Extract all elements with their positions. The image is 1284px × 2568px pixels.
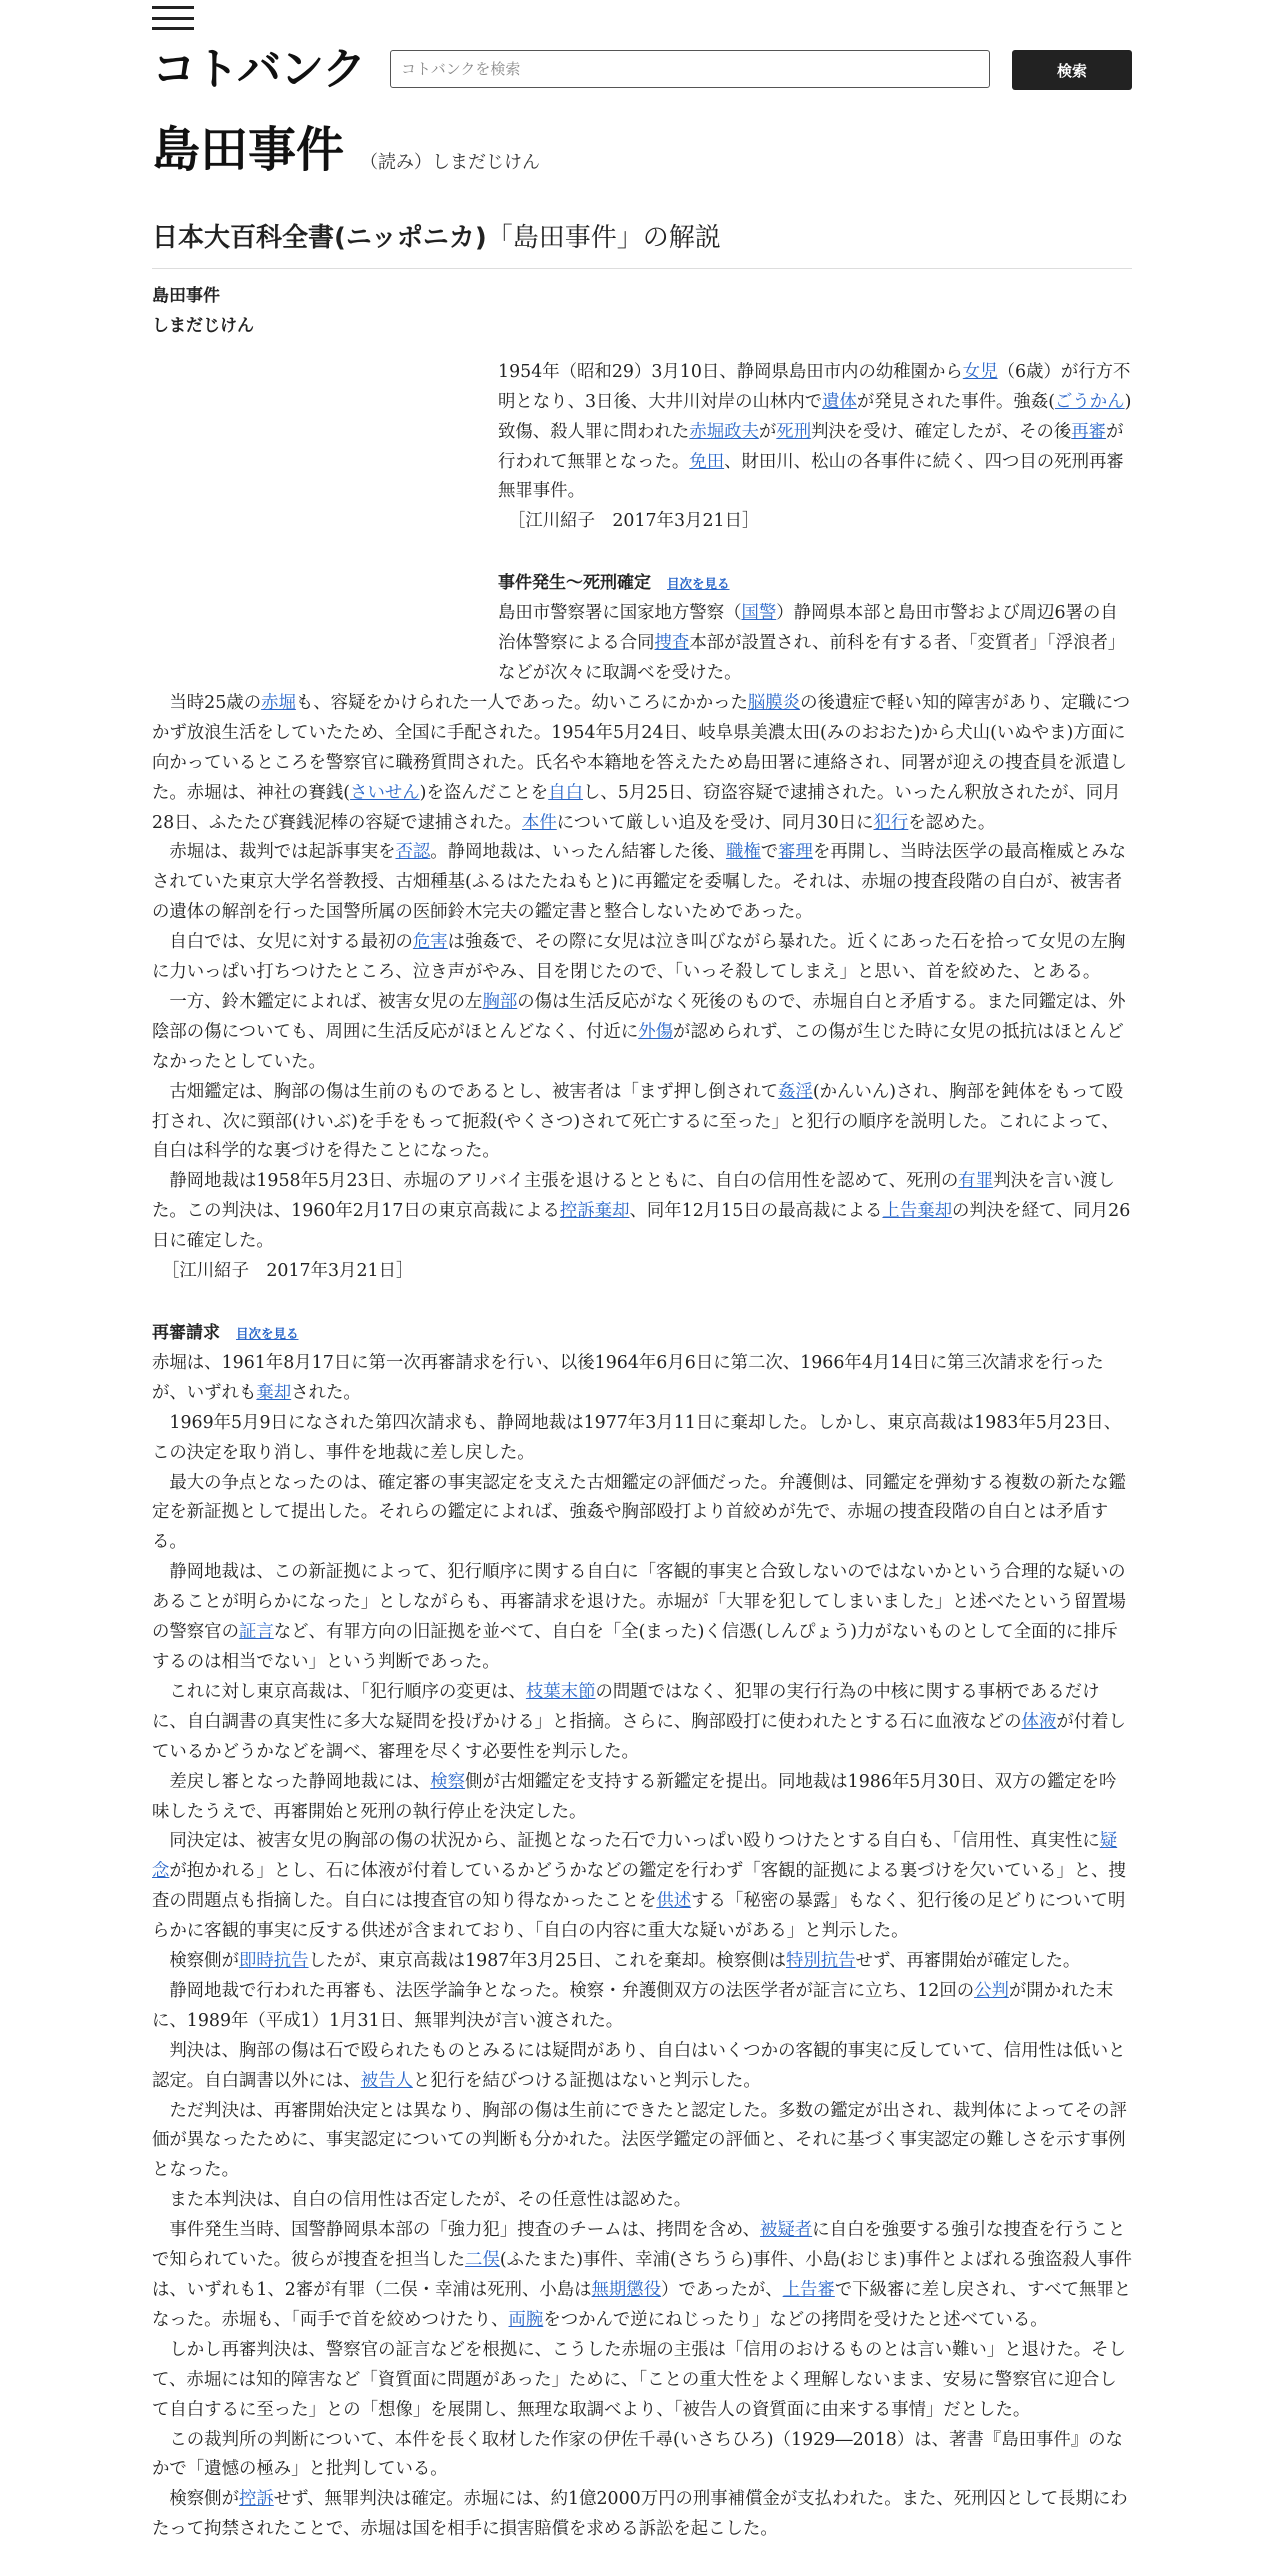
text-run: 事件発生当時、国警静岡県本部の「強力犯」捜査のチームは、拷問を含め、 <box>169 2220 760 2241</box>
term-link[interactable]: 両腕 <box>508 2309 544 2330</box>
section-title: 再審請求 <box>152 1323 220 1343</box>
text-run: 側が古畑鑑定を支持する新鑑定を提出。同地裁は1986年5月30日、双方の鑑定を吟味したうえで、再審開始と死刑の執行停止を決定した。 <box>152 1771 1117 1822</box>
text-run: せず、再審開始が確定した。 <box>855 1951 1081 1972</box>
search-input[interactable] <box>390 50 990 88</box>
text-run: について厳しい追及を受け、同月30日に <box>556 812 874 833</box>
text-run: 判決は、胸部の傷は石で殴られたものとみるには疑問があり、自白はいくつかの客観的事実に反していて、信用性は低いと認定。自白調書以外には、 <box>152 2040 1126 2091</box>
term-link[interactable]: 死刑 <box>776 421 812 442</box>
text-run: をつかんで逆にねじったり」などの拷問を受けたと述べている。 <box>543 2309 1048 2330</box>
text-run: 差戻し審となった静岡地裁には、 <box>169 1771 431 1792</box>
text-run: は強姦で、その際に女児は泣き叫びながら暴れた。近くにあった石を拾って女児の左胸に力いっぱい打ちつけたところ、泣き声がやみ、目を閉じたので、「いっそ殺してしまえ」と思い、首を絞めた、とある。 <box>152 932 1126 983</box>
text-run: 静岡地裁は、この新証拠によって、犯行順序に関する自白に「客観的事実と合致しないのではないかという合理的な疑いのあることが明らかになった」としながらも、再審請求を退けた。赤堀が「大罪を犯してしまいました」と述べたという留置場の警察官の <box>152 1562 1126 1643</box>
text-run: 静岡地裁で行われた再審も、法医学論争となった。検察・弁護側双方の法医学者が証言に立ち、12回の <box>169 1980 975 2001</box>
section-heading-1 <box>498 569 1132 599</box>
paragraph <box>152 1078 1132 1168</box>
paragraph <box>152 2485 1132 2545</box>
text-run: 最大の争点となったのは、確定審の事実認定を支えた古畑鑑定の評価だった。弁護側は、同鑑定を弾劾する複数の新たな鑑定を新証拠として提出した。それらの鑑定によれば、強姦や胸部殴打より首絞めが先で、赤堀の捜査段階の自白とは矛盾する。 <box>152 1472 1126 1553</box>
term-link[interactable]: 国警 <box>741 603 777 624</box>
text-run: これに対し東京高裁は、「犯行順序の変更は、 <box>169 1681 526 1702</box>
term-link[interactable]: 遺体 <box>822 391 857 412</box>
paragraph <box>152 689 1132 839</box>
term-link[interactable]: 疑念 <box>152 1831 1118 1882</box>
text-run: 検察側が <box>169 2489 239 2510</box>
text-run: 本部が設置され、前科を有する者、「変質者」「浮浪者」などが次々に取調べを受けた。 <box>498 633 1126 683</box>
term-link[interactable]: 検察 <box>430 1771 466 1792</box>
paragraph <box>498 599 1132 689</box>
paragraph <box>152 1827 1132 1947</box>
title-row <box>152 120 540 180</box>
term-link[interactable]: さいせん <box>350 782 420 803</box>
source-heading <box>152 218 1132 269</box>
term-link[interactable]: 女児 <box>962 361 998 382</box>
text-run: の問題ではなく、犯罪の実行行為の中核に関する事柄であるだけに、自白調書の真実性に多大な疑問を投げかける」と指摘。さらに、胸部殴打に使われたとする石に血液などの <box>152 1681 1100 1732</box>
term-link[interactable]: 外傷 <box>638 1021 674 1042</box>
term-link[interactable]: 証言 <box>238 1622 274 1643</box>
text-run: も、容疑をかけられた一人であった。幼いころにかかった <box>295 692 748 713</box>
paragraph <box>152 1977 1132 2037</box>
term-link[interactable]: 赤堀 <box>261 692 296 713</box>
term-link[interactable]: 公判 <box>974 1980 1009 2001</box>
paragraph <box>152 1768 1132 1828</box>
text-run: 1954年（昭和29）3月10日、静岡県島田市内の幼稚園から <box>498 361 963 382</box>
text-run: 一方、鈴木鑑定によれば、被害女児の左 <box>169 991 483 1012</box>
term-link[interactable]: 被疑者 <box>759 2220 813 2241</box>
text-run: この裁判所の判断について、本件を長く取材した作家の伊佐千尋(いさちひろ)（1929―2018）は、著書『島田事件』のなかで「遺憾の極み」と批判している。 <box>152 2429 1123 2480</box>
term-link[interactable]: 自白 <box>548 782 583 803</box>
site-logo[interactable]: コトバンク <box>152 44 366 95</box>
term-link[interactable]: 二俣 <box>465 2250 500 2271</box>
text-run: ）静岡県本部と島田市警および周辺6署の自治体警察による合同 <box>498 603 1118 654</box>
author-signature: ［江川紹子 2017年3月21日］ <box>162 1261 414 1282</box>
paragraph <box>152 1469 1132 1559</box>
source-suffix: 「島田事件」の解説 <box>486 223 721 253</box>
paragraph <box>152 1349 1132 1409</box>
term-link[interactable]: 審理 <box>778 842 813 863</box>
text-run: を認めた。 <box>908 812 996 833</box>
term-link[interactable]: 無期懲役 <box>591 2280 662 2300</box>
text-run: で下級審に差し戻され、すべて無罪となった。赤堀も、「両手で首を絞めつけたり、 <box>152 2280 1132 2330</box>
text-run: 1969年5月9日になされた第四次請求も、静岡地裁は1977年3月11日に棄却した。しかし、東京高裁は1983年5月23日、この決定を取り消し、事件を地裁に差し戻した。 <box>152 1412 1122 1463</box>
term-link[interactable]: 上告審 <box>782 2280 835 2300</box>
text-run: (かんいん)され、胸部を鈍体をもって殴打され、次に頸部(けいぶ)を手をもって扼殺(やくさつ)されて死亡するに至った」と犯行の順序を説明した。これによって、自白は科学的な裏づけを得たことになった。 <box>152 1081 1124 1162</box>
section-heading-2 <box>152 1319 1132 1349</box>
text-run: 赤堀は、1961年8月17日に第一次再審請求を行い、以後1964年6月6日に第二次、1966年4月14日に第三次請求を行ったが、いずれも <box>152 1352 1104 1403</box>
text-run: しかし再審判決は、警察官の証言などを根拠に、こうした赤堀の主張は「信用のおけるものとは言い難い」と退けた。そして、赤堀には知的障害など「資質面に問題があった」ために、「ことの重大性をよく理解しないまま、安易に警察官に迎合して自白するに至った」との「想像」を展開し、無理な取調べより、「被告人の資質面に由来する事情」だとした。 <box>152 2339 1126 2420</box>
term-link[interactable]: 上告棄却 <box>882 1201 952 1222</box>
text-run: が発見された事件。強姦( <box>856 391 1055 412</box>
section-1-body <box>152 599 1132 1257</box>
text-run: )を盗んだことを <box>419 782 549 803</box>
text-run: と犯行を結びつける証拠はないと判示した。 <box>412 2070 761 2091</box>
text-run: が開かれた末に、1989年（平成1）1月31日、無罪判決が言い渡された。 <box>152 1980 1114 2031</box>
menu-icon[interactable] <box>152 6 194 30</box>
text-run: 検察側が <box>169 1951 239 1972</box>
term-link[interactable]: 捜査 <box>654 633 690 654</box>
term-link[interactable]: 棄却 <box>256 1382 292 1403</box>
paragraph <box>152 1167 1132 1257</box>
source-name: 日本大百科全書(ニッポニカ) <box>152 223 487 253</box>
term-link[interactable]: 控訴棄却 <box>559 1201 630 1222</box>
term-link[interactable]: 即時抗告 <box>238 1951 309 1972</box>
text-run: の傷は生活反応がなく死後のもので、赤堀自白と矛盾する。また同鑑定は、外陰部の傷についても、周囲に生活反応がほとんどなく、付近に <box>152 991 1126 1042</box>
section-title: 事件発生～死刑確定 <box>498 573 651 594</box>
paragraph <box>152 988 1132 1078</box>
term-link[interactable]: 危害 <box>412 932 448 953</box>
article-body <box>152 282 1132 2545</box>
term-link[interactable]: 姦淫 <box>778 1081 813 1102</box>
paragraph <box>152 2037 1132 2097</box>
section-2-body <box>152 1349 1132 2545</box>
term-link[interactable]: 被告人 <box>360 2070 413 2091</box>
text-run: 判決を受け、確定したが、その後 <box>811 421 1072 442</box>
text-run: が付着しているかどうかなどを調べ、審理を尽くす必要性を判示した。 <box>152 1711 1126 1762</box>
toc-link[interactable]: 目次を見る <box>236 1326 299 1341</box>
term-link[interactable]: 再審 <box>1071 421 1107 442</box>
author-signature: ［江川紹子 2017年3月21日］ <box>508 511 760 532</box>
text-run: の判決を経て、同月26日に確定した。 <box>152 1201 1131 1252</box>
text-run: 赤堀は、裁判では起訴事実を <box>169 842 396 863</box>
text-run: 、財田川、松山の各事件に続く、四つ目の死刑再審無罪事件。 <box>498 451 1124 502</box>
paragraph <box>152 2336 1132 2426</box>
term-link[interactable]: 供述 <box>656 1891 692 1912</box>
text-run: ただ判決は、再審開始決定とは異なり、胸部の傷は生前にできたと認定した。多数の鑑定が出され、裁判体によってその評価が異なったために、事実認定についての判断も分かれた。法医学鑑定の評価と、それに基づく事実認定の難しさを示す事例となった。 <box>152 2100 1127 2181</box>
text-run: が抱かれる」とし、石に体液が付着しているかどうかなどの鑑定を行わず「客観的証拠による裏づけを欠いている」と、捜査の問題点も指摘した。自白には捜査官の知り得なかったことを <box>152 1861 1126 1912</box>
text-run: （6歳）が行方不明となり、3日後、大井川対岸の山林内で <box>498 361 1131 412</box>
text-run: 、同年12月15日の最高裁による <box>629 1201 883 1222</box>
text-run: 同決定は、被害女児の胸部の傷の状況から、証拠となった石で力いっぱい殴りつけたとする自白も、「信用性、真実性に <box>169 1831 1100 1852</box>
term-link[interactable]: 特別抗告 <box>786 1951 856 1972</box>
term-link[interactable]: 脳膜炎 <box>747 692 801 713</box>
text-run: が行われて無罪となった。 <box>498 421 1124 472</box>
text-run: (ふたまた)事件、幸浦(さちうら)事件、小島(おじま)事件とよばれる強盗殺人事件は、いずれも1、2審が有罪（二俣・幸浦は死刑、小島は <box>152 2250 1132 2300</box>
text-run: 。静岡地裁は、いったん結審した後、 <box>430 842 726 863</box>
text-run: を再開し、当時法医学の最高権威とみなされていた東京大学名誉教授、古畑種基(ふるはたたねもと)に再鑑定を委嘱した。それは、赤堀の捜査段階の自白が、被害者の遺体の解剖を行った国警所属の医師鈴木完夫の鑑定書と整合しないためであった。 <box>152 842 1126 923</box>
term-link[interactable]: 本件 <box>521 812 557 833</box>
term-link[interactable]: ごうかん <box>1055 391 1125 412</box>
term-link[interactable]: 職権 <box>725 842 761 863</box>
toc-link[interactable]: 目次を見る <box>667 576 730 592</box>
text-run: また本判決は、自白の信用性は否定したが、その任意性は認めた。 <box>169 2190 692 2211</box>
search-button[interactable]: 検索 <box>1012 50 1132 90</box>
text-run: 判決を言い渡した。この判決は、1960年2月17日の東京高裁による <box>152 1171 1115 1222</box>
term-link[interactable]: 体液 <box>1021 1711 1057 1732</box>
paragraph <box>152 2186 1132 2216</box>
paragraph <box>152 928 1132 988</box>
paragraph <box>152 1558 1132 1678</box>
text-run: など、有罪方向の旧証拠を並べて、自白を「全(まった)く信憑(しんぴょう)力がないものとして全面的に排斥するのは相当でない」という判断であった。 <box>152 1622 1118 1672</box>
paragraph <box>152 2097 1132 2187</box>
text-run: 静岡地裁は1958年5月23日、赤堀のアリバイ主張を退けるとともに、自白の信用性を認めて、死刑の <box>169 1171 959 1192</box>
paragraph <box>152 1409 1132 1469</box>
paragraph <box>152 2216 1132 2336</box>
text-run: 当時25歳の <box>169 692 262 713</box>
term-link[interactable]: 枝葉末節 <box>525 1681 596 1702</box>
title-reading: （読み）しまだじけん <box>360 152 541 173</box>
text-run: 島田市警察署に国家地方警察（ <box>498 603 742 624</box>
term-link[interactable]: 控訴 <box>238 2489 274 2510</box>
text-run: が <box>758 421 777 442</box>
term-link[interactable]: 有罪 <box>958 1171 994 1192</box>
text-run: の後遺症で軽い知的障害があり、定職につかず放浪生活をしていたため、全国に手配された。1954年5月24日、岐阜県美濃太田(みのおおた)から犬山(いぬやま)方面に向かっているところを警察官に職務質問された。氏名や本籍地を答えたため島田署に連絡され、同署が迎えの捜査員を派遣した。赤堀は、神社の賽銭( <box>152 692 1131 803</box>
text-run: ）であったが、 <box>661 2280 783 2300</box>
term-link[interactable]: 胸部 <box>482 991 518 1012</box>
term-link[interactable]: 犯行 <box>873 812 909 833</box>
paragraph <box>152 1678 1132 1768</box>
text-run: された。 <box>291 1382 361 1403</box>
text-run: 自白では、女児に対する最初の <box>169 932 413 953</box>
text-run: )致傷、殺人罪に問われた <box>498 391 1132 442</box>
term-link[interactable]: 否認 <box>395 842 431 863</box>
text-run: せず、無罪判決は確定。赤堀には、約1億2000万円の刑事補償金が支払われた。また、死刑囚として長期にわたって拘禁されたことで、赤堀は国を相手に損害賠償を求める訴訟を起こした。 <box>152 2489 1128 2540</box>
text-run: に自白を強要する強引な捜査を行うことで知られていた。彼らが捜査を担当した <box>152 2220 1126 2271</box>
text-run: したが、東京高裁は1987年3月25日、これを棄却。検察側は <box>308 1951 786 1972</box>
text-run: し、5月25日、窃盗容疑で逮捕された。いったん釈放されたが、同月28日、ふたたび賽銭泥棒の容疑で逮捕された。 <box>152 782 1121 833</box>
term-link[interactable]: 免田 <box>689 451 725 472</box>
paragraph <box>152 838 1132 928</box>
page-title: 島田事件 <box>152 122 345 178</box>
text-run: 古畑鑑定は、胸部の傷は生前のものであるとし、被害者は「まず押し倒されて <box>169 1081 779 1102</box>
paragraph <box>152 2426 1132 2486</box>
head-reading: しまだじけん <box>152 315 254 336</box>
lead-paragraph <box>498 358 1132 508</box>
paragraph <box>152 1947 1132 1977</box>
text-run: が認められず、この傷が生じた時に女児の抵抗はほとんどなかったとしていた。 <box>152 1021 1124 1072</box>
head-term: 島田事件 <box>152 286 220 306</box>
text-run: で <box>760 842 779 863</box>
term-link[interactable]: 赤堀政夫 <box>689 421 759 442</box>
text-run: する「秘密の暴露」もなく、犯行後の足どりについて明らかに客観的事実に反する供述が含まれており、「自白の内容に重大な疑いがある」と判示した。 <box>152 1891 1126 1942</box>
